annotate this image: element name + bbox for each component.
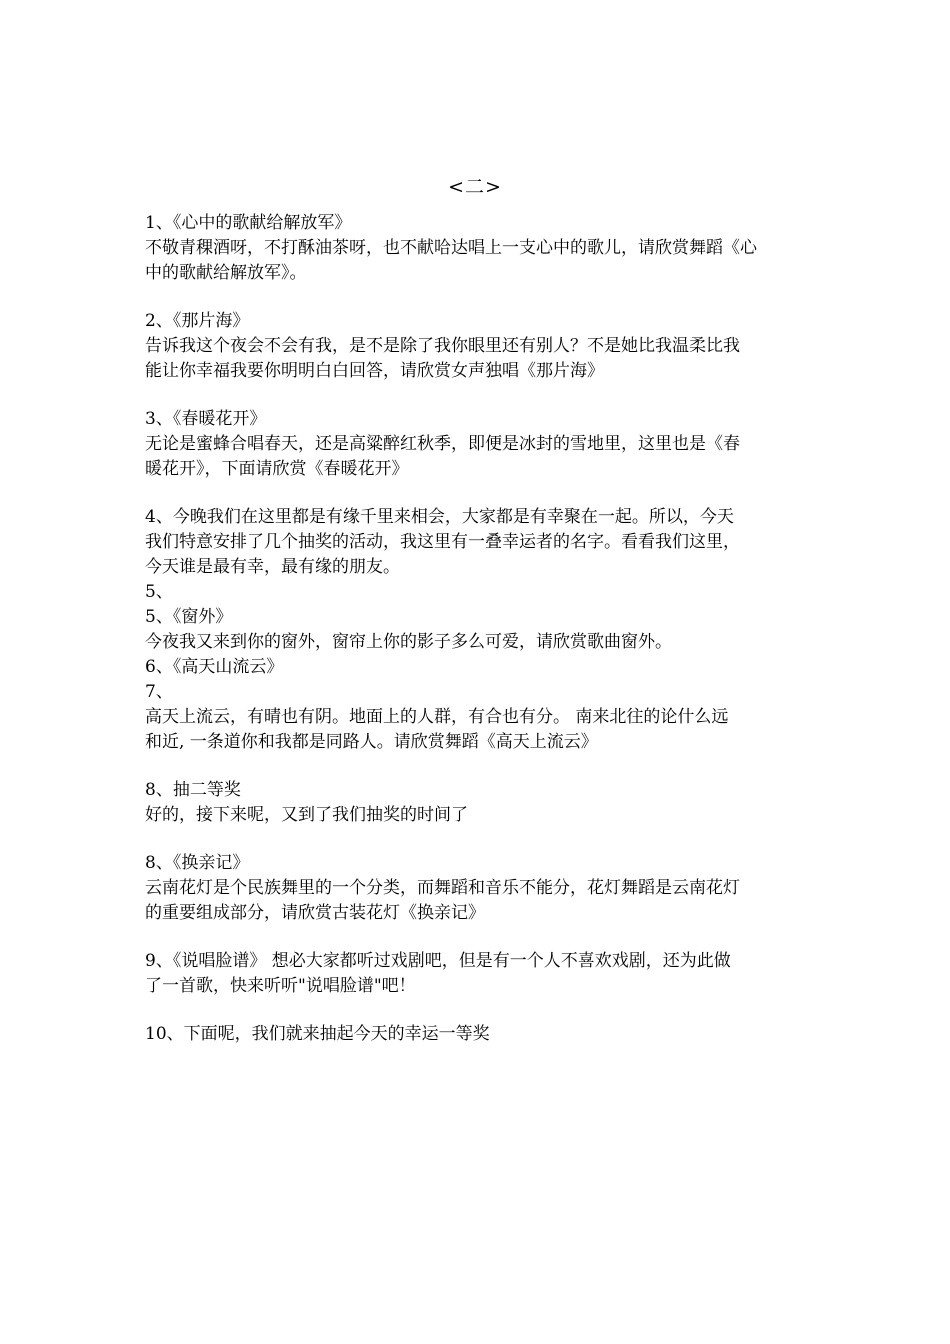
text-line: 1、《心中的歌献给解放军》: [145, 213, 352, 233]
text-line: 今天谁是最有幸，最有缘的朋友。: [145, 557, 400, 577]
paragraph-gap: [145, 286, 809, 309]
paragraph-gap: [145, 926, 809, 949]
text-line: 10、下面呢，我们就来抽起今天的幸运一等奖: [145, 1024, 490, 1044]
text-line: 能让你幸福我要你明明白白回答，请欣赏女声独唱《那片海》: [145, 361, 604, 381]
paragraph-gap: [145, 828, 809, 851]
text-line: 云南花灯是个民族舞里的一个分类，而舞蹈和音乐不能分，花灯舞蹈是云南花灯: [145, 878, 740, 898]
text-line: 的重要组成部分，请欣赏古装花灯《换亲记》: [145, 903, 485, 923]
text-line: 7、: [145, 682, 173, 702]
text-line: 今夜我又来到你的窗外，窗帘上你的影子多么可爱，请欣赏歌曲窗外。: [145, 632, 672, 652]
text-line: 6、《高天山流云》: [145, 657, 284, 677]
document-body: [145, 211, 809, 1047]
text-line: 4、今晚我们在这里都是有缘千里来相会，大家都是有幸聚在一起。所以，今天: [145, 507, 734, 527]
text-line: 好的，接下来呢，又到了我们抽奖的时间了: [145, 805, 468, 825]
text-line: 9、《说唱脸谱》 想必大家都听过戏剧吧，但是有一个人不喜欢戏剧，还为此做: [145, 951, 731, 971]
paragraph-gap: [145, 755, 809, 778]
text-line: 暖花开》，下面请欣赏《春暖花开》: [145, 459, 409, 479]
text-line: 我们特意安排了几个抽奖的活动，我这里有一叠幸运者的名字。看看我们这里，: [145, 532, 740, 552]
text-line: 了一首歌，快来听听"说唱脸谱"吧！: [145, 976, 416, 996]
text-line: 无论是蜜蜂合唱春天，还是高粱醉红秋季，即便是冰封的雪地里，这里也是《春: [145, 434, 740, 454]
text-line: 和近, 一条道你和我都是同路人。请欣赏舞蹈《高天上流云》: [145, 732, 598, 752]
text-line: 告诉我这个夜会不会有我，是不是除了我你眼里还有别人？不是她比我温柔比我: [145, 336, 740, 356]
paragraph-gap: [145, 999, 809, 1022]
text-line: 5、: [145, 582, 173, 602]
paragraph-gap: [145, 384, 809, 407]
text-line: 高天上流云，有晴也有阴。地面上的人群，有合也有分。 南来北往的论什么远: [145, 707, 729, 727]
text-line: 8、抽二等奖: [145, 780, 241, 800]
text-line: 8、《换亲记》: [145, 853, 250, 873]
text-line: 中的歌献给解放军》。: [145, 263, 307, 283]
text-line: 3、《春暖花开》: [145, 409, 267, 429]
text-line: 不敬青稞酒呀，不打酥油茶呀，也不献哈达唱上一支心中的歌儿，请欣赏舞蹈《心: [145, 238, 757, 258]
text-line: 5、《窗外》: [145, 607, 233, 627]
document-title: <二>: [448, 176, 502, 198]
text-line: 2、《那片海》: [145, 311, 250, 331]
paragraph-gap: [145, 482, 809, 505]
